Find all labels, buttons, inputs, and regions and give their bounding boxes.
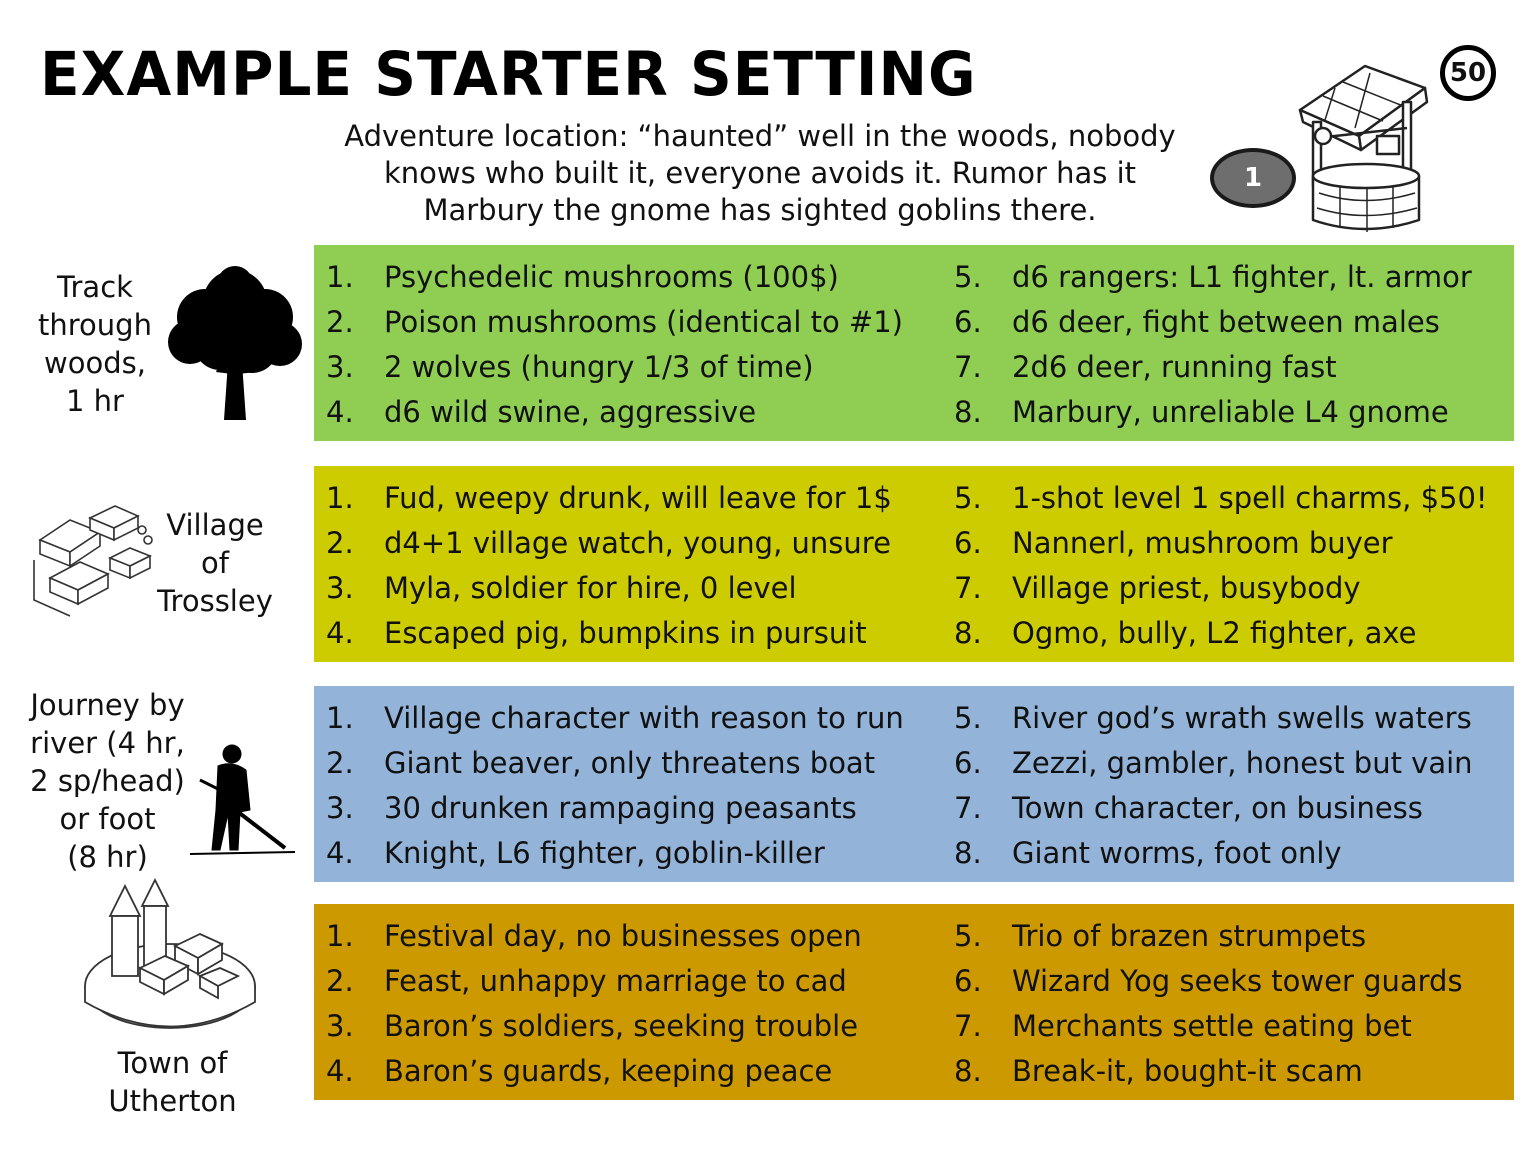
- item-number: 6.: [954, 526, 982, 560]
- label-line: Track: [57, 270, 133, 304]
- item-number: 7.: [954, 571, 982, 605]
- table-column-right: [942, 904, 1514, 1100]
- intro-line: Adventure location: “haunted” well in the woods, nobody: [344, 119, 1176, 153]
- list-item: [954, 1049, 1514, 1094]
- label-line: Journey by: [30, 688, 185, 722]
- list-item: [954, 566, 1514, 611]
- item-text: Wizard Yog seeks tower guards: [1012, 964, 1463, 998]
- label-line: 1 hr: [66, 384, 124, 418]
- item-text: Break-it, bought-it scam: [1012, 1054, 1363, 1088]
- item-text: Village priest, busybody: [1012, 571, 1361, 605]
- item-text: d4+1 village watch, young, unsure: [384, 526, 891, 560]
- item-text: Poison mushrooms (identical to #1): [384, 305, 903, 339]
- encounter-table-town: [314, 904, 1514, 1100]
- list-item: [326, 1049, 942, 1094]
- table-column-left: [314, 904, 942, 1100]
- item-number: 4.: [326, 395, 354, 429]
- label-line: 2 sp/head): [30, 764, 185, 798]
- item-number: 8.: [954, 616, 982, 650]
- item-number: 1.: [326, 701, 354, 735]
- item-text: Ogmo, bully, L2 fighter, axe: [1012, 616, 1417, 650]
- table-column-right: [942, 466, 1514, 662]
- item-number: 5.: [954, 919, 982, 953]
- walled-town-icon: [80, 876, 260, 1036]
- intro-line: knows who built it, everyone avoids it. Rumor has it: [383, 156, 1137, 190]
- list-item: [326, 959, 942, 1004]
- item-number: 2.: [326, 746, 354, 780]
- tree-icon: [160, 262, 310, 422]
- label-line: woods,: [44, 346, 146, 380]
- item-text: Myla, soldier for hire, 0 level: [384, 571, 797, 605]
- list-item: [326, 786, 942, 831]
- list-item: [954, 786, 1514, 831]
- list-item: [954, 345, 1514, 390]
- item-number: 6.: [954, 746, 982, 780]
- item-text: Village character with reason to run: [384, 701, 904, 735]
- table-column-right: [942, 686, 1514, 882]
- list-item: [954, 476, 1514, 521]
- adventure-intro: [310, 118, 1210, 229]
- list-item: [326, 741, 942, 786]
- list-item: [954, 831, 1514, 876]
- item-number: 6.: [954, 964, 982, 998]
- item-text: Giant beaver, only threatens boat: [384, 746, 876, 780]
- item-number: 7.: [954, 350, 982, 384]
- section-label-river: [15, 686, 200, 876]
- item-text: 30 drunken rampaging peasants: [384, 791, 857, 825]
- list-item: [954, 696, 1514, 741]
- item-text: Feast, unhappy marriage to cad: [384, 964, 847, 998]
- encounter-table-village: [314, 466, 1514, 662]
- well-icon: [1295, 58, 1435, 236]
- item-number: 7.: [954, 791, 982, 825]
- page-number: 50: [1440, 45, 1496, 101]
- item-text: Psychedelic mushrooms (100$): [384, 260, 839, 294]
- item-number: 2.: [326, 964, 354, 998]
- item-number: 1.: [326, 919, 354, 953]
- item-text: Trio of brazen strumpets: [1012, 919, 1367, 953]
- item-text: River god’s wrath swells waters: [1012, 701, 1472, 735]
- label-line: Trossley: [157, 584, 273, 618]
- list-item: [954, 1004, 1514, 1049]
- section-label-village: [145, 506, 285, 620]
- item-number: 8.: [954, 836, 982, 870]
- list-item: [954, 521, 1514, 566]
- list-item: [326, 300, 942, 345]
- item-number: 1.: [326, 481, 354, 515]
- list-item: [326, 696, 942, 741]
- item-text: Escaped pig, bumpkins in pursuit: [384, 616, 867, 650]
- encounter-table-woods: [314, 245, 1514, 441]
- item-text: d6 wild swine, aggressive: [384, 395, 757, 429]
- item-text: 1-shot level 1 spell charms, $50!: [1012, 481, 1488, 515]
- page-title: EXAMPLE STARTER SETTING: [40, 38, 977, 110]
- item-number: 4.: [326, 616, 354, 650]
- label-line: through: [38, 308, 152, 342]
- list-item: [954, 611, 1514, 656]
- table-column-left: [314, 466, 942, 662]
- list-item: [954, 741, 1514, 786]
- item-text: Festival day, no businesses open: [384, 919, 862, 953]
- item-text: Giant worms, foot only: [1012, 836, 1342, 870]
- item-text: Town character, on business: [1012, 791, 1423, 825]
- item-number: 3.: [326, 571, 354, 605]
- item-text: Baron’s soldiers, seeking trouble: [384, 1009, 859, 1043]
- item-text: Merchants settle eating bet: [1012, 1009, 1412, 1043]
- label-line: of: [201, 546, 229, 580]
- label-line: Utherton: [108, 1084, 237, 1118]
- label-line: river (4 hr,: [30, 726, 185, 760]
- item-number: 1.: [326, 260, 354, 294]
- item-number: 3.: [326, 350, 354, 384]
- item-text: 2d6 deer, running fast: [1012, 350, 1337, 384]
- list-item: [954, 300, 1514, 345]
- list-item: [954, 390, 1514, 435]
- item-number: 2.: [326, 526, 354, 560]
- item-number: 5.: [954, 260, 982, 294]
- label-line: or foot: [59, 802, 156, 836]
- item-text: Knight, L6 fighter, goblin-killer: [384, 836, 825, 870]
- location-badge: 1: [1210, 148, 1296, 208]
- list-item: [954, 959, 1514, 1004]
- list-item: [326, 521, 942, 566]
- list-item: [326, 611, 942, 656]
- label-line: Town of: [117, 1046, 228, 1080]
- section-label-woods: [20, 268, 170, 420]
- list-item: [326, 566, 942, 611]
- item-text: d6 deer, fight between males: [1012, 305, 1440, 339]
- item-text: Baron’s guards, keeping peace: [384, 1054, 833, 1088]
- item-text: Nannerl, mushroom buyer: [1012, 526, 1393, 560]
- table-column-left: [314, 245, 942, 441]
- table-column-left: [314, 686, 942, 882]
- item-text: Marbury, unreliable L4 gnome: [1012, 395, 1449, 429]
- list-item: [326, 476, 942, 521]
- item-number: 5.: [954, 701, 982, 735]
- traveler-icon: [190, 740, 300, 860]
- intro-line: Marbury the gnome has sighted goblins there.: [423, 193, 1097, 227]
- list-item: [326, 914, 942, 959]
- item-number: 4.: [326, 836, 354, 870]
- item-number: 2.: [326, 305, 354, 339]
- list-item: [326, 831, 942, 876]
- table-column-right: [942, 245, 1514, 441]
- section-label-town: [95, 1044, 250, 1120]
- list-item: [326, 255, 942, 300]
- list-item: [326, 345, 942, 390]
- list-item: [954, 255, 1514, 300]
- item-number: 5.: [954, 481, 982, 515]
- encounter-table-river: [314, 686, 1514, 882]
- item-text: Fud, weepy drunk, will leave for 1$: [384, 481, 892, 515]
- item-number: 4.: [326, 1054, 354, 1088]
- item-number: 8.: [954, 1054, 982, 1088]
- item-text: Zezzi, gambler, honest but vain: [1012, 746, 1473, 780]
- list-item: [326, 1004, 942, 1049]
- item-number: 7.: [954, 1009, 982, 1043]
- item-text: 2 wolves (hungry 1/3 of time): [384, 350, 814, 384]
- label-line: (8 hr): [67, 840, 148, 874]
- item-text: d6 rangers: L1 fighter, lt. armor: [1012, 260, 1472, 294]
- list-item: [954, 914, 1514, 959]
- item-number: 3.: [326, 1009, 354, 1043]
- label-line: Village: [166, 508, 264, 542]
- item-number: 8.: [954, 395, 982, 429]
- list-item: [326, 390, 942, 435]
- item-number: 3.: [326, 791, 354, 825]
- village-icon: [30, 500, 160, 620]
- item-number: 6.: [954, 305, 982, 339]
